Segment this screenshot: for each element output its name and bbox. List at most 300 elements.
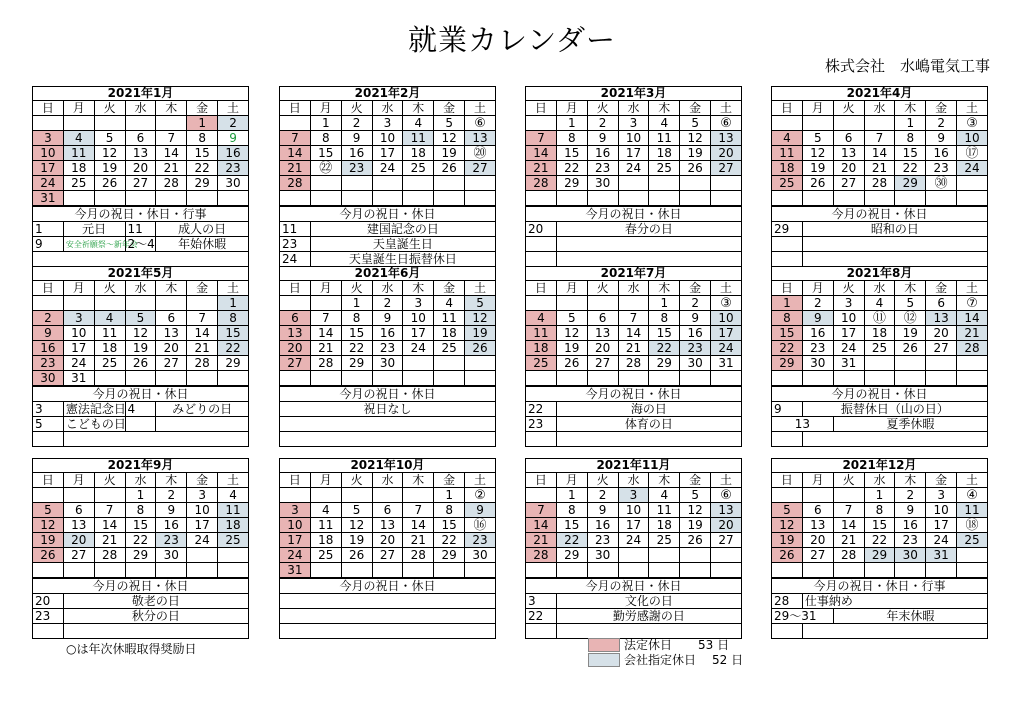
legend-row-company <box>588 652 743 667</box>
weekday-header: 日 <box>33 281 64 296</box>
day-cell: 10 <box>187 503 218 518</box>
day-cell: 25 <box>526 356 557 371</box>
day-cell: 14 <box>310 326 341 341</box>
day-cell: 16 <box>926 146 957 161</box>
day-cell <box>434 371 465 386</box>
weekday-header: 土 <box>218 281 249 296</box>
day-cell <box>403 191 434 206</box>
weekday-header: 火 <box>341 101 372 116</box>
day-cell <box>618 371 649 386</box>
calendar-table <box>279 458 496 578</box>
day-cell: 15 <box>341 326 372 341</box>
holiday-cell: 29～31 <box>772 609 834 624</box>
day-cell: 20 <box>711 518 742 533</box>
day-cell <box>618 548 649 563</box>
day-cell: 7 <box>864 131 895 146</box>
weekday-header: 水 <box>372 101 403 116</box>
month-calendar <box>279 86 496 267</box>
holiday-table <box>771 578 988 639</box>
day-cell <box>711 176 742 191</box>
day-cell <box>526 116 557 131</box>
day-cell <box>280 371 311 386</box>
holiday-cell <box>556 237 741 252</box>
day-cell: ⑱ <box>957 518 988 533</box>
holiday-section-title: 今月の祝日・休日 <box>526 207 742 222</box>
holiday-cell: 2～4 <box>125 237 156 252</box>
day-cell: 28 <box>833 548 864 563</box>
day-cell: 22 <box>556 161 587 176</box>
holiday-cell: 建国記念の日 <box>310 222 495 237</box>
day-cell: 28 <box>94 548 125 563</box>
day-cell <box>125 371 156 386</box>
weekday-header: 木 <box>403 473 434 488</box>
holiday-cell: 海の日 <box>556 402 741 417</box>
day-cell: 26 <box>802 176 833 191</box>
weekday-header: 金 <box>680 101 711 116</box>
day-cell: 23 <box>802 341 833 356</box>
day-cell: 4 <box>63 131 94 146</box>
day-cell: 3 <box>833 296 864 311</box>
weekday-header: 水 <box>864 473 895 488</box>
day-cell: 12 <box>125 326 156 341</box>
weekday-header: 水 <box>618 473 649 488</box>
month-calendar <box>279 458 496 639</box>
holiday-table <box>771 206 988 267</box>
day-cell <box>864 191 895 206</box>
day-cell: 16 <box>218 146 249 161</box>
calendar-table <box>32 266 249 386</box>
holiday-section-title: 今月の祝日・休日・行事 <box>772 579 988 594</box>
day-cell: 25 <box>218 533 249 548</box>
day-cell: 10 <box>618 131 649 146</box>
day-cell: 11 <box>403 131 434 146</box>
day-cell: 17 <box>833 326 864 341</box>
day-cell <box>711 548 742 563</box>
day-cell: 27 <box>280 356 311 371</box>
day-cell: 3 <box>33 131 64 146</box>
day-cell: 31 <box>711 356 742 371</box>
holiday-cell <box>802 252 987 267</box>
holiday-cell <box>280 417 496 432</box>
day-cell: 21 <box>187 341 218 356</box>
day-cell: 2 <box>156 488 187 503</box>
day-cell <box>465 191 496 206</box>
day-cell: 25 <box>63 176 94 191</box>
holiday-section-title: 今月の祝日・休日 <box>526 387 742 402</box>
day-cell <box>341 176 372 191</box>
day-cell: 28 <box>957 341 988 356</box>
day-cell: 30 <box>680 356 711 371</box>
day-cell <box>187 191 218 206</box>
day-cell: 4 <box>649 488 680 503</box>
day-cell: 15 <box>218 326 249 341</box>
day-cell: 25 <box>649 533 680 548</box>
holiday-cell <box>280 609 496 624</box>
day-cell: 10 <box>63 326 94 341</box>
day-cell: 19 <box>434 146 465 161</box>
day-cell: 19 <box>33 533 64 548</box>
day-cell: 1 <box>125 488 156 503</box>
day-cell: 13 <box>156 326 187 341</box>
day-cell: 31 <box>833 356 864 371</box>
day-cell <box>156 371 187 386</box>
holiday-section-title: 今月の祝日・休日 <box>33 579 249 594</box>
month-title: 2021年4月 <box>772 87 988 101</box>
day-cell: 9 <box>33 326 64 341</box>
day-cell: 23 <box>465 533 496 548</box>
holiday-cell <box>802 432 987 447</box>
day-cell <box>957 176 988 191</box>
day-cell: 18 <box>772 161 803 176</box>
day-cell <box>864 356 895 371</box>
day-cell: 27 <box>711 161 742 176</box>
day-cell <box>156 563 187 578</box>
month-title: 2021年11月 <box>526 459 742 473</box>
day-cell: 13 <box>63 518 94 533</box>
day-cell: 20 <box>156 341 187 356</box>
day-cell: 25 <box>403 161 434 176</box>
day-cell <box>434 356 465 371</box>
day-cell: 28 <box>526 548 557 563</box>
holiday-cell: 振替休日（山の日） <box>802 402 987 417</box>
holiday-cell: 祝日なし <box>280 402 496 417</box>
day-cell: 17 <box>63 341 94 356</box>
day-cell: 28 <box>156 176 187 191</box>
day-cell: 7 <box>526 503 557 518</box>
day-cell: 11 <box>434 311 465 326</box>
day-cell: 20 <box>833 161 864 176</box>
day-cell: 26 <box>556 356 587 371</box>
day-cell <box>310 296 341 311</box>
weekday-header: 金 <box>926 473 957 488</box>
day-cell: 14 <box>864 146 895 161</box>
day-cell: 23 <box>156 533 187 548</box>
day-cell: 21 <box>403 533 434 548</box>
weekday-header: 火 <box>833 101 864 116</box>
calendar-table <box>279 266 496 386</box>
weekday-header: 水 <box>864 101 895 116</box>
weekday-header: 木 <box>895 101 926 116</box>
weekday-header: 日 <box>772 101 803 116</box>
day-cell: 4 <box>218 488 249 503</box>
holiday-cell <box>156 417 249 432</box>
day-cell <box>526 191 557 206</box>
day-cell: 9 <box>680 311 711 326</box>
day-cell <box>957 548 988 563</box>
day-cell: 8 <box>864 503 895 518</box>
weekday-header: 月 <box>556 281 587 296</box>
day-cell: 26 <box>434 161 465 176</box>
day-cell <box>310 488 341 503</box>
day-cell <box>680 191 711 206</box>
day-cell: 2 <box>218 116 249 131</box>
day-cell: 8 <box>556 131 587 146</box>
day-cell <box>957 563 988 578</box>
day-cell <box>187 296 218 311</box>
day-cell: 15 <box>556 146 587 161</box>
day-cell <box>895 356 926 371</box>
day-cell: 8 <box>772 311 803 326</box>
day-cell: 17 <box>926 518 957 533</box>
day-cell: 13 <box>802 518 833 533</box>
day-cell: 10 <box>280 518 311 533</box>
day-cell: ㉒ <box>310 161 341 176</box>
day-cell: 27 <box>711 533 742 548</box>
month-calendar <box>32 266 249 447</box>
day-cell: 19 <box>680 518 711 533</box>
month-title: 2021年3月 <box>526 87 742 101</box>
day-cell: 22 <box>187 161 218 176</box>
day-cell: 13 <box>587 326 618 341</box>
holiday-table <box>525 386 742 447</box>
weekday-header: 木 <box>156 101 187 116</box>
holiday-cell: 年末休暇 <box>833 609 987 624</box>
day-cell <box>63 563 94 578</box>
weekday-header: 月 <box>63 101 94 116</box>
day-cell: 30 <box>156 548 187 563</box>
company-name: 株式会社 水嶋電気工事 <box>824 57 990 75</box>
day-cell: 26 <box>33 548 64 563</box>
day-cell: 22 <box>341 341 372 356</box>
day-cell <box>341 488 372 503</box>
day-cell: 13 <box>711 131 742 146</box>
day-cell: 4 <box>403 116 434 131</box>
holiday-empty-cell <box>33 252 249 267</box>
holiday-cell <box>772 252 803 267</box>
day-cell: 29 <box>125 548 156 563</box>
day-cell: 19 <box>772 533 803 548</box>
day-cell: 25 <box>310 548 341 563</box>
weekday-header: 火 <box>94 101 125 116</box>
calendar-table <box>771 266 988 386</box>
weekday-header: 土 <box>218 101 249 116</box>
day-cell: 2 <box>341 116 372 131</box>
day-cell: 13 <box>711 503 742 518</box>
day-cell: 31 <box>926 548 957 563</box>
weekday-header: 木 <box>156 473 187 488</box>
day-cell: 14 <box>156 146 187 161</box>
weekday-header: 日 <box>772 473 803 488</box>
day-cell: 14 <box>957 311 988 326</box>
day-cell <box>649 548 680 563</box>
holiday-cell: 安全祈願祭～新年会 <box>63 237 125 252</box>
day-cell: 27 <box>802 548 833 563</box>
day-cell: 16 <box>895 518 926 533</box>
legend-count: 53 日 <box>698 638 730 652</box>
day-cell: 5 <box>802 131 833 146</box>
day-cell <box>94 116 125 131</box>
month-calendar <box>771 86 988 267</box>
day-cell <box>926 191 957 206</box>
day-cell <box>125 116 156 131</box>
day-cell: 24 <box>711 341 742 356</box>
day-cell <box>434 563 465 578</box>
day-cell: 3 <box>372 116 403 131</box>
holiday-table <box>32 206 249 267</box>
day-cell: 25 <box>864 341 895 356</box>
day-cell: 17 <box>618 518 649 533</box>
day-cell: 7 <box>280 131 311 146</box>
day-cell: 14 <box>403 518 434 533</box>
day-cell: 25 <box>649 161 680 176</box>
day-cell <box>372 176 403 191</box>
day-cell: 8 <box>649 311 680 326</box>
day-cell: 28 <box>618 356 649 371</box>
day-cell: 22 <box>864 533 895 548</box>
day-cell: 12 <box>556 326 587 341</box>
day-cell: 24 <box>926 533 957 548</box>
note-text: ○は年次休暇取得奨励日 <box>66 642 197 656</box>
day-cell <box>94 371 125 386</box>
day-cell <box>341 191 372 206</box>
calendar-table <box>32 458 249 578</box>
day-cell: 9 <box>926 131 957 146</box>
day-cell: 7 <box>310 311 341 326</box>
day-cell: 24 <box>372 161 403 176</box>
day-cell: 27 <box>465 161 496 176</box>
day-cell: 8 <box>125 503 156 518</box>
day-cell <box>957 191 988 206</box>
legend <box>588 637 743 667</box>
day-cell: 11 <box>649 131 680 146</box>
day-cell: 17 <box>33 161 64 176</box>
holiday-table <box>279 578 496 639</box>
day-cell: 30 <box>33 371 64 386</box>
day-cell: 6 <box>926 296 957 311</box>
day-cell: 3 <box>618 488 649 503</box>
day-cell: 6 <box>372 503 403 518</box>
month-title: 2021年7月 <box>526 267 742 281</box>
day-cell: 26 <box>680 533 711 548</box>
day-cell: 7 <box>526 131 557 146</box>
day-cell <box>895 563 926 578</box>
day-cell: 26 <box>895 341 926 356</box>
holiday-cell <box>772 237 803 252</box>
day-cell: ③ <box>711 296 742 311</box>
day-cell: 20 <box>280 341 311 356</box>
holiday-cell: 28 <box>772 594 803 609</box>
day-cell: 16 <box>372 326 403 341</box>
day-cell: 23 <box>895 533 926 548</box>
holiday-cell: 体育の日 <box>556 417 741 432</box>
day-cell: 11 <box>649 503 680 518</box>
day-cell: 1 <box>310 116 341 131</box>
day-cell: 12 <box>341 518 372 533</box>
month-title: 2021年8月 <box>772 267 988 281</box>
holiday-cell: 敬老の日 <box>63 594 248 609</box>
day-cell <box>926 356 957 371</box>
day-cell <box>33 488 64 503</box>
day-cell: ⑳ <box>465 146 496 161</box>
day-cell <box>218 548 249 563</box>
holiday-cell <box>526 432 557 447</box>
holiday-cell: みどりの日 <box>156 402 249 417</box>
day-cell: 30 <box>218 176 249 191</box>
holiday-cell: 11 <box>280 222 311 237</box>
day-cell: 9 <box>587 503 618 518</box>
holiday-section-title: 今月の祝日・休日 <box>33 387 249 402</box>
day-cell: ⑯ <box>465 518 496 533</box>
day-cell: 11 <box>94 326 125 341</box>
day-cell: 3 <box>187 488 218 503</box>
day-cell: 1 <box>772 296 803 311</box>
weekday-header: 日 <box>33 101 64 116</box>
day-cell: 29 <box>556 548 587 563</box>
day-cell: 1 <box>649 296 680 311</box>
day-cell: 17 <box>187 518 218 533</box>
day-cell: ⑥ <box>711 488 742 503</box>
day-cell <box>94 563 125 578</box>
day-cell: 10 <box>403 311 434 326</box>
holiday-table <box>32 578 249 639</box>
holiday-cell: 20 <box>526 222 557 237</box>
day-cell: 22 <box>218 341 249 356</box>
day-cell: 27 <box>372 548 403 563</box>
day-cell: 28 <box>310 356 341 371</box>
weekday-header: 土 <box>957 101 988 116</box>
day-cell: 1 <box>218 296 249 311</box>
day-cell: 23 <box>218 161 249 176</box>
day-cell: 23 <box>372 341 403 356</box>
day-cell: 2 <box>372 296 403 311</box>
day-cell <box>833 488 864 503</box>
holiday-cell: 23 <box>280 237 311 252</box>
day-cell: 19 <box>802 161 833 176</box>
holiday-cell <box>772 432 803 447</box>
day-cell <box>526 371 557 386</box>
weekday-header: 木 <box>895 281 926 296</box>
day-cell: 22 <box>895 161 926 176</box>
day-cell <box>526 563 557 578</box>
day-cell <box>341 371 372 386</box>
day-cell: 5 <box>680 116 711 131</box>
day-cell: 16 <box>341 146 372 161</box>
day-cell <box>649 563 680 578</box>
holiday-section-title: 今月の祝日・休日 <box>526 579 742 594</box>
weekday-header: 木 <box>403 101 434 116</box>
day-cell <box>802 563 833 578</box>
day-cell <box>125 296 156 311</box>
day-cell <box>156 296 187 311</box>
day-cell: 14 <box>526 146 557 161</box>
holiday-cell: 昭和の日 <box>802 222 987 237</box>
day-cell: 15 <box>125 518 156 533</box>
day-cell <box>280 191 311 206</box>
day-cell: 19 <box>94 161 125 176</box>
day-cell <box>526 488 557 503</box>
holiday-table <box>279 386 496 447</box>
holiday-cell <box>526 624 557 639</box>
weekday-header: 木 <box>649 101 680 116</box>
calendar-table <box>279 86 496 206</box>
weekday-header: 月 <box>310 281 341 296</box>
day-cell <box>833 116 864 131</box>
weekday-header: 土 <box>465 101 496 116</box>
day-cell: 22 <box>649 341 680 356</box>
month-title: 2021年12月 <box>772 459 988 473</box>
day-cell <box>63 296 94 311</box>
weekday-header: 水 <box>372 281 403 296</box>
holiday-cell <box>63 432 248 447</box>
day-cell: 1 <box>341 296 372 311</box>
day-cell: 2 <box>895 488 926 503</box>
day-cell: 24 <box>187 533 218 548</box>
weekday-header: 火 <box>341 281 372 296</box>
holiday-table <box>771 386 988 447</box>
calendar-table <box>771 86 988 206</box>
holiday-table <box>525 578 742 639</box>
day-cell <box>895 191 926 206</box>
